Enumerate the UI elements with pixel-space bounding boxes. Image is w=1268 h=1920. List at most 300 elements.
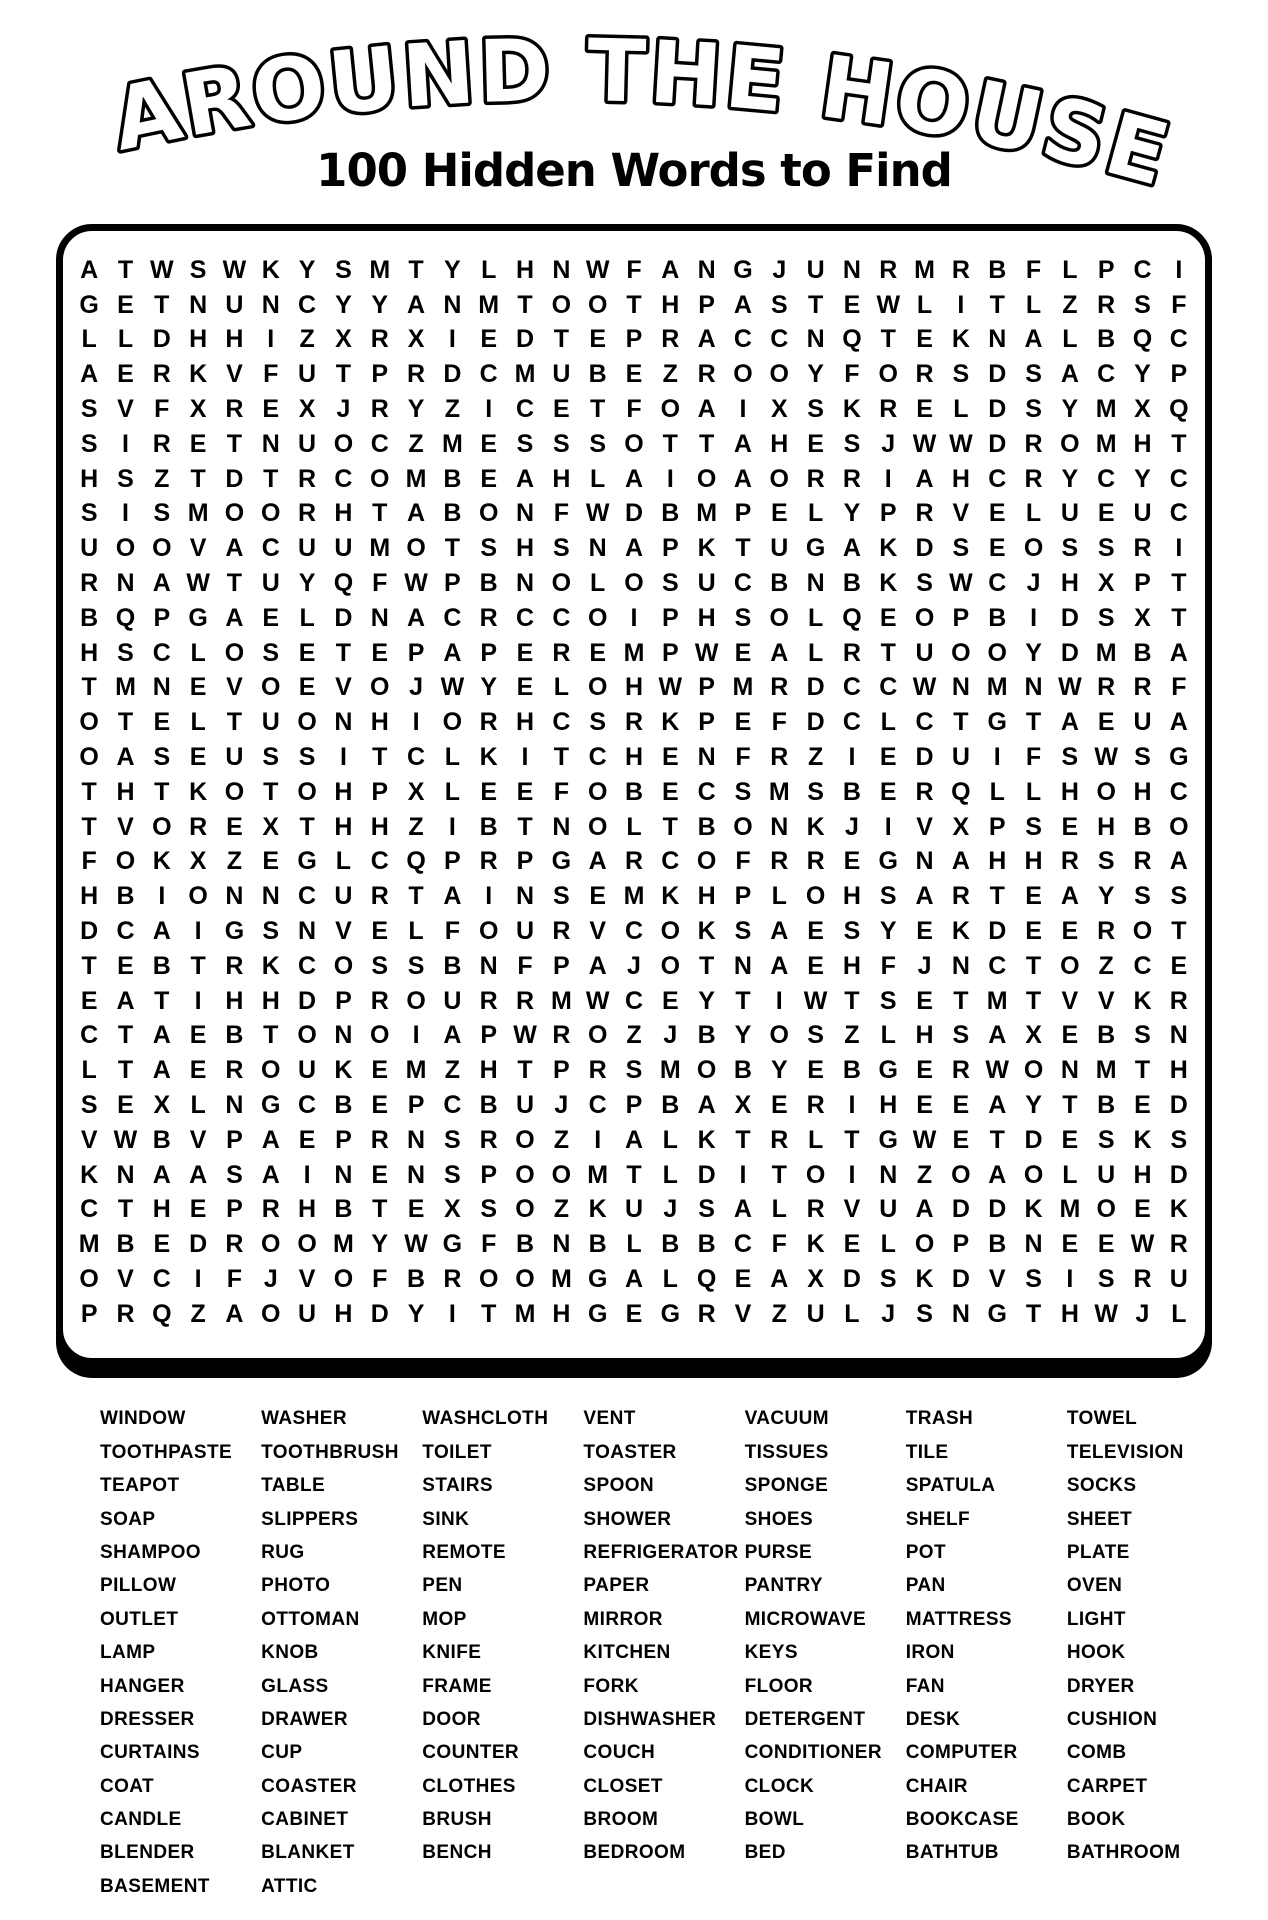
grid-letter: Y <box>879 917 897 946</box>
grid-letter: L <box>1171 1299 1187 1328</box>
grid-letter: E <box>916 395 933 424</box>
grid-letter: N <box>1060 1056 1079 1085</box>
grid-letter: D <box>1169 1091 1188 1120</box>
grid-letter: R <box>951 255 970 284</box>
grid-letter: P <box>734 882 752 911</box>
grid-letter: O <box>587 603 608 632</box>
grid-letter: O <box>478 1265 499 1293</box>
grid-letter: M <box>78 1230 100 1259</box>
word-list-item: MIRROR <box>583 1608 663 1630</box>
grid-letter: O <box>878 360 898 389</box>
grid-letter: T <box>735 986 751 1015</box>
grid-letter: R <box>915 499 934 528</box>
grid-letter: T <box>408 882 424 911</box>
grid-letter: I <box>448 812 456 841</box>
grid-letter: S <box>480 534 498 563</box>
grid-letter: Z <box>662 360 678 389</box>
header <box>0 0 1268 214</box>
grid-letter: C <box>407 743 426 772</box>
grid-letter: Z <box>444 395 461 424</box>
word-list-item: HOOK <box>1066 1642 1126 1664</box>
grid-letter: B <box>588 1230 607 1259</box>
grid-letter: O <box>660 395 681 424</box>
grid-letter: I <box>485 395 493 424</box>
grid-letter: T <box>807 290 824 319</box>
grid-letter: N <box>515 569 535 598</box>
grid-letter: E <box>189 1056 207 1085</box>
grid-letter: E <box>879 777 897 806</box>
grid-letter: S <box>952 360 970 389</box>
grid-letter: L <box>626 1230 642 1259</box>
grid-letter: P <box>879 499 897 528</box>
word-list-item: DESK <box>905 1708 961 1730</box>
grid-letter: E <box>153 1230 171 1259</box>
grid-letter: R <box>806 1091 825 1120</box>
grid-letter: W <box>404 569 428 598</box>
grid-letter: M <box>405 464 427 493</box>
grid-letter: O <box>261 673 281 702</box>
grid-letter: R <box>697 360 716 389</box>
word-list-item: COASTER <box>261 1775 357 1797</box>
grid-letter: U <box>298 360 317 389</box>
grid-letter: L <box>81 325 97 354</box>
grid-letter: U <box>697 569 716 598</box>
grid-letter: D <box>443 360 462 389</box>
grid-letter: D <box>1169 1160 1188 1189</box>
grid-letter: E <box>952 1125 970 1154</box>
grid-letter: O <box>297 1230 317 1259</box>
grid-letter: D <box>189 1230 208 1259</box>
grid-letter: M <box>369 534 391 563</box>
grid-letter: T <box>154 986 170 1015</box>
grid-letter: W <box>912 429 937 458</box>
grid-letter: Y <box>407 395 425 424</box>
word-list-item: PILLOW <box>100 1575 177 1597</box>
grid-letter: L <box>190 1091 206 1120</box>
grid-letter: P <box>952 603 970 632</box>
grid-letter: S <box>226 1160 243 1189</box>
grid-letter: W <box>658 673 683 702</box>
grid-letter: T <box>263 777 279 806</box>
grid-letter: B <box>152 951 171 980</box>
grid-letter: I <box>122 429 129 458</box>
grid-letter: T <box>626 1160 642 1189</box>
grid-letter: E <box>298 638 316 667</box>
grid-letter: T <box>335 360 352 389</box>
grid-letter: A <box>225 1299 244 1328</box>
grid-letter: Q <box>406 847 426 876</box>
grid-letter: B <box>479 812 498 841</box>
grid-letter: N <box>951 673 970 702</box>
grid-letter: B <box>588 360 607 389</box>
grid-letter: K <box>189 360 208 389</box>
grid-letter: B <box>1097 1091 1116 1120</box>
grid-letter: O <box>1023 534 1044 563</box>
grid-letter: O <box>696 847 717 876</box>
grid-letter: P <box>1134 569 1151 598</box>
grid-letter: C <box>298 882 317 911</box>
grid-letter: R <box>116 1299 135 1328</box>
grid-letter: K <box>951 917 970 946</box>
grid-letter: A <box>733 290 752 319</box>
grid-letter: Y <box>1025 1091 1042 1120</box>
grid-letter: V <box>298 1265 316 1293</box>
grid-letter: R <box>225 1230 244 1259</box>
grid-letter: E <box>879 603 897 632</box>
grid-letter: S <box>516 429 534 458</box>
grid-letter: Z <box>226 847 243 876</box>
grid-letter: L <box>553 673 569 702</box>
grid-letter: E <box>807 1056 824 1085</box>
grid-letter: I <box>739 1160 747 1189</box>
grid-letter: A <box>915 1195 934 1224</box>
grid-letter: N <box>116 1160 135 1189</box>
grid-letter: C <box>479 360 498 389</box>
grid-letter: H <box>770 429 789 458</box>
grid-letter: L <box>117 325 134 354</box>
grid-letter: O <box>587 777 608 806</box>
grid-letter: N <box>225 882 244 911</box>
grid-letter: N <box>879 1160 898 1189</box>
grid-letter: E <box>843 290 861 319</box>
grid-letter: W <box>949 569 973 598</box>
grid-letter: S <box>262 638 280 667</box>
word-list-item: REMOTE <box>422 1541 506 1563</box>
grid-letter: H <box>1097 812 1116 841</box>
grid-letter: R <box>225 395 244 424</box>
grid-letter: E <box>589 882 607 911</box>
grid-letter: O <box>805 1160 826 1189</box>
grid-letter: O <box>515 1195 535 1224</box>
word-list-item: SINK <box>422 1508 470 1530</box>
grid-letter: T <box>517 290 533 319</box>
grid-letter: O <box>515 1160 535 1189</box>
grid-letter: R <box>479 708 498 737</box>
word-list-item: FRAME <box>422 1675 492 1697</box>
grid-letter: B <box>661 499 680 528</box>
grid-letter: T <box>662 812 678 841</box>
grid-letter: H <box>1060 569 1079 598</box>
grid-letter: X <box>298 395 316 424</box>
word-list-item: SOAP <box>100 1508 156 1530</box>
grid-letter: T <box>989 290 1005 319</box>
grid-letter: D <box>806 673 825 702</box>
grid-letter: Y <box>298 255 316 284</box>
grid-letter: Z <box>626 1021 642 1050</box>
grid-letter: E <box>262 395 280 424</box>
grid-letter: I <box>594 1125 602 1154</box>
grid-letter: T <box>408 255 424 284</box>
grid-letter: G <box>805 534 826 563</box>
grid-letter: H <box>988 847 1007 876</box>
grid-letter: O <box>224 638 245 667</box>
grid-letter: Q <box>842 325 862 354</box>
grid-letter: H <box>552 1299 571 1328</box>
grid-letter: L <box>1062 255 1078 284</box>
grid-letter: G <box>587 1265 608 1293</box>
grid-letter: R <box>298 464 317 493</box>
grid-letter: E <box>734 638 752 667</box>
grid-letter: U <box>225 290 244 319</box>
grid-letter: O <box>297 708 317 737</box>
grid-letter: E <box>516 638 534 667</box>
grid-letter: N <box>261 882 280 911</box>
grid-letter: V <box>117 1265 134 1293</box>
grid-letter: I <box>1066 1265 1074 1293</box>
grid-letter: S <box>553 534 570 563</box>
grid-letter: N <box>298 917 317 946</box>
grid-letter: I <box>194 986 202 1015</box>
grid-letter: N <box>261 429 280 458</box>
word-list-item: SHAMPOO <box>100 1541 201 1563</box>
grid-letter: A <box>588 847 607 876</box>
grid-letter: N <box>951 951 970 980</box>
grid-letter: R <box>225 1056 244 1085</box>
grid-letter: E <box>1097 1230 1115 1259</box>
grid-letter: A <box>588 951 607 980</box>
grid-letter: V <box>226 360 243 389</box>
grid-letter: S <box>734 777 752 806</box>
grid-letter: Y <box>1134 360 1151 389</box>
word-list-item: COUCH <box>583 1742 656 1764</box>
grid-letter: X <box>407 777 425 806</box>
grid-letter: L <box>916 290 933 319</box>
grid-letter: O <box>261 1299 281 1328</box>
grid-letter: B <box>661 1091 680 1120</box>
grid-letter: M <box>441 429 463 458</box>
grid-letter: W <box>912 1125 937 1154</box>
grid-letter: W <box>440 673 465 702</box>
grid-letter: S <box>1134 1021 1151 1050</box>
grid-letter: O <box>79 1265 99 1293</box>
grid-letter: I <box>412 1021 420 1050</box>
grid-letter: F <box>372 569 388 598</box>
grid-letter: L <box>844 1299 860 1328</box>
grid-letter: B <box>842 1056 861 1085</box>
grid-letter: E <box>371 638 389 667</box>
word-list-item: BOWL <box>744 1809 805 1831</box>
grid-letter: H <box>697 882 716 911</box>
grid-letter: B <box>733 1056 752 1085</box>
grid-letter: T <box>190 951 206 980</box>
grid-letter: U <box>1169 1265 1188 1293</box>
grid-letter: P <box>988 812 1006 841</box>
grid-letter: T <box>698 951 715 980</box>
word-list-item: TOWEL <box>1066 1408 1138 1430</box>
grid-letter: N <box>915 847 934 876</box>
grid-letter: H <box>1133 1160 1152 1189</box>
grid-letter: Q <box>152 1299 172 1328</box>
word-list-item: TILE <box>905 1441 949 1463</box>
grid-letter: W <box>694 638 719 667</box>
grid-letter: A <box>443 1021 462 1050</box>
grid-letter: P <box>444 847 461 876</box>
grid-letter: C <box>261 534 280 563</box>
grid-letter: A <box>951 847 970 876</box>
grid-letter: N <box>733 951 752 980</box>
grid-letter: B <box>661 1230 680 1259</box>
grid-letter: P <box>553 951 570 980</box>
grid-letter: X <box>189 847 207 876</box>
grid-letter: R <box>479 847 498 876</box>
grid-letter: L <box>807 499 824 528</box>
grid-letter: O <box>624 429 644 458</box>
grid-letter: R <box>1024 429 1043 458</box>
grid-letter: K <box>1169 1195 1188 1224</box>
word-list-item: POT <box>905 1541 946 1563</box>
grid-letter: E <box>298 673 316 702</box>
grid-letter: H <box>624 673 644 702</box>
grid-letter: O <box>1096 1195 1116 1224</box>
grid-letter: O <box>914 603 935 632</box>
grid-letter: E <box>117 951 134 980</box>
grid-letter: F <box>880 951 896 980</box>
grid-letter: M <box>659 1056 681 1085</box>
grid-letter: W <box>404 1230 428 1259</box>
grid-letter: Z <box>408 812 424 841</box>
grid-letter: H <box>225 986 244 1015</box>
grid-letter: N <box>515 499 535 528</box>
grid-letter: C <box>1169 325 1188 354</box>
grid-letter: O <box>696 1056 717 1085</box>
grid-letter: T <box>553 325 569 354</box>
grid-letter: E <box>117 360 134 389</box>
word-list-item: DRYER <box>1066 1675 1135 1697</box>
grid-letter: B <box>479 569 498 598</box>
grid-letter: U <box>298 1056 317 1085</box>
grid-letter: S <box>262 917 280 946</box>
grid-letter: M <box>1059 1195 1081 1224</box>
grid-letter: R <box>842 638 861 667</box>
grid-letter: H <box>552 464 571 493</box>
word-list-item: DOOR <box>422 1708 481 1730</box>
grid-letter: A <box>225 603 244 632</box>
grid-letter: R <box>770 847 789 876</box>
grid-letter: O <box>188 882 208 911</box>
grid-letter: N <box>1024 1230 1043 1259</box>
grid-letter: B <box>988 1230 1007 1259</box>
grid-letter: X <box>189 395 207 424</box>
grid-letter: R <box>770 743 789 772</box>
grid-letter: E <box>734 1265 752 1293</box>
grid-letter: O <box>987 638 1007 667</box>
word-list-item: BATHROOM <box>1066 1842 1181 1864</box>
grid-letter: R <box>370 882 389 911</box>
grid-letter: G <box>188 603 208 632</box>
grid-letter: T <box>662 429 678 458</box>
grid-letter: P <box>661 603 679 632</box>
grid-letter: E <box>480 464 498 493</box>
word-list-item: BROOM <box>583 1809 659 1831</box>
grid-letter: V <box>734 1299 752 1328</box>
word-list-item: OTTOMAN <box>261 1608 360 1630</box>
grid-letter: U <box>261 569 280 598</box>
grid-letter: R <box>479 1125 498 1154</box>
word-list-item: WINDOW <box>100 1408 186 1430</box>
grid-letter: T <box>226 429 243 458</box>
grid-letter: P <box>226 1125 243 1154</box>
grid-letter: K <box>806 1230 825 1259</box>
grid-letter: C <box>733 1230 752 1259</box>
word-list-item: PHOTO <box>261 1575 331 1597</box>
grid-letter: R <box>770 1125 789 1154</box>
grid-letter: X <box>262 812 280 841</box>
grid-letter: U <box>1133 499 1152 528</box>
grid-letter: G <box>261 1091 281 1120</box>
grid-letter: R <box>842 464 861 493</box>
grid-letter: D <box>1060 638 1079 667</box>
grid-letter: C <box>334 464 353 493</box>
grid-letter: W <box>803 986 828 1015</box>
grid-letter: P <box>734 499 752 528</box>
word-list-item: TOOTHBRUSH <box>261 1441 399 1463</box>
grid-letter: U <box>879 1195 898 1224</box>
page-subtitle: 100 Hidden Words to Find <box>316 144 952 197</box>
grid-letter: Q <box>1169 395 1189 424</box>
grid-letter: S <box>1025 395 1042 424</box>
word-list-item: COMB <box>1066 1742 1127 1764</box>
grid-letter: A <box>152 1021 171 1050</box>
word-list-item: TOILET <box>422 1441 492 1463</box>
word-list-item: TOASTER <box>583 1441 677 1463</box>
grid-letter: E <box>189 1195 207 1224</box>
grid-letter: A <box>770 1265 789 1293</box>
grid-letter: V <box>189 534 207 563</box>
word-list-item: BATHTUB <box>905 1842 999 1864</box>
grid-letter: S <box>807 777 824 806</box>
grid-letter: Y <box>1061 395 1079 424</box>
grid-letter: T <box>263 1021 279 1050</box>
grid-letter: C <box>915 708 934 737</box>
grid-letter: F <box>771 708 787 737</box>
grid-letter: R <box>1133 1265 1152 1293</box>
grid-letter: Z <box>844 1021 860 1050</box>
grid-letter: S <box>1025 812 1042 841</box>
grid-letter: A <box>624 534 644 563</box>
grid-letter: O <box>152 812 172 841</box>
grid-letter: K <box>697 534 716 563</box>
grid-letter: S <box>80 429 98 458</box>
word-list-item: TELEVISION <box>1066 1441 1184 1463</box>
grid-letter: S <box>734 917 752 946</box>
grid-letter: T <box>1062 1091 1078 1120</box>
grid-letter: N <box>261 290 280 319</box>
grid-letter: Z <box>807 743 824 772</box>
grid-letter: L <box>807 603 824 632</box>
grid-letter: Y <box>734 1021 752 1050</box>
grid-letter: C <box>1097 464 1116 493</box>
grid-letter: S <box>734 603 752 632</box>
grid-letter: E <box>625 1299 643 1328</box>
grid-letter: Y <box>1025 638 1042 667</box>
grid-letter: D <box>370 1299 389 1328</box>
grid-letter: A <box>624 1125 644 1154</box>
grid-letter: F <box>1025 255 1042 284</box>
grid-letter: S <box>1097 847 1115 876</box>
grid-letter: N <box>334 1021 353 1050</box>
grid-letter: R <box>879 255 898 284</box>
grid-letter: E <box>661 743 679 772</box>
grid-letter: K <box>951 325 970 354</box>
grid-letter: D <box>951 1195 970 1224</box>
grid-letter: H <box>298 1195 317 1224</box>
grid-letter: T <box>263 464 279 493</box>
grid-letter: P <box>1097 255 1115 284</box>
grid-letter: Y <box>843 499 861 528</box>
grid-letter: T <box>953 708 969 737</box>
grid-letter: H <box>1133 429 1152 458</box>
grid-letter: T <box>117 708 134 737</box>
